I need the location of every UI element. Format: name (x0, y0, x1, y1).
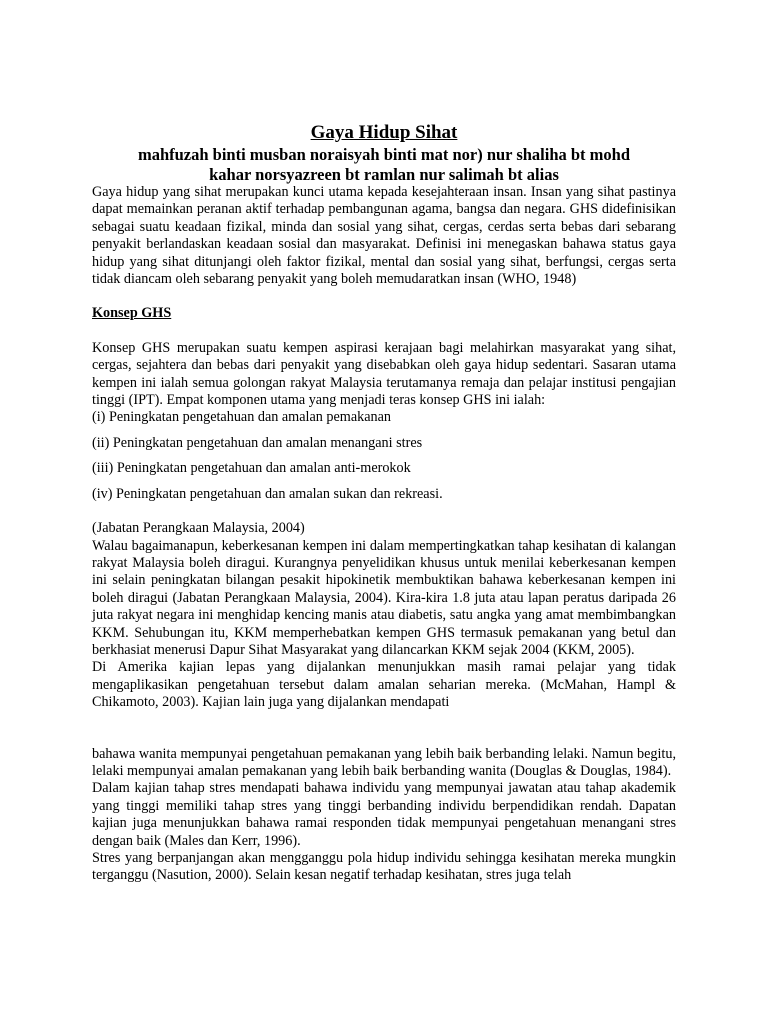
list-item: (iii) Peningkatan pengetahuan dan amalan anti-merokok (92, 460, 411, 477)
authors-line-1: mahfuzah binti musban noraisyah binti mat nor) nur shaliha bt mohd (137, 145, 631, 164)
document-page (92, 122, 676, 885)
list-item: (iv) Peningkatan pengetahuan dan amalan sukan dan rekreasi. (92, 485, 443, 502)
intro-paragraph: Gaya hidup yang sihat merupakan kunci utama kepada kesejahteraan insan. Insan yang sihat pastinya dapat memainkan peranan aktif terhadap pembangunan agama, bangsa dan negara. GHS didefinisikan sebagai suatu keadaan fizikal, minda dan sosial yang sihat, cergas, cerdas serta bebas dari sebarang penyakit berlandaskan keadaan sosial dan masyarakat. Definisi ini menegaskan bahawa status gaya hidup yang sihat ditunjangi oleh faktor fizikal, mental dan sosial yang sihat, berfungsi, cergas serta tidak diancam oleh sebarang penyakit yang boleh memudaratkan insan (WHO, 1948) (92, 184, 676, 288)
list-item: (i) Peningkatan pengetahuan dan amalan pemakanan (92, 409, 391, 426)
paragraph-walau: Walau bagaimanapun, keberkesanan kempen ini dalam mempertingkatkan tahap kesihatan di kalangan rakyat Malaysia boleh diragui. Kurangnya penyelidikan khusus untuk menilai keberkesanan kempen ini selain peningkatan bilangan pesakit hipokinetik membuktikan bahawa keberkesanan kempen ini boleh diragui (Jabatan Perangkaan Malaysia, 2004). Kira-kira 1.8 juta atau lapan peratus daripada 26 juta rakyat negara ini menghidap kencing manis atau diabetis, satu angka yang amat membimbangkan KKM. Sehubungan itu, KKM memperhebatkan kempen GHS termasuk pemakanan yang betul dan berkhasiat menerusi Dapur Sihat Masyarakat yang dilancarkan KKM sejak 2004 (KKM, 2005). (92, 537, 676, 658)
list-item: (ii) Peningkatan pengetahuan dan amalan menangani stres (92, 434, 423, 451)
paragraph-bahawa: bahawa wanita mempunyai pengetahuan pemakanan yang lebih baik berbanding lelaki. Namun begitu, lelaki mempunyai amalan pemakanan yang lebih baik berbanding wanita (Douglas & Douglas, 1984). (92, 745, 676, 779)
concept-paragraph: Konsep GHS merupakan suatu kempen aspirasi kerajaan bagi melahirkan masyarakat yang sihat, cergas, sejahtera dan bebas dari penyakit yang disebabkan oleh gaya hidup sedentari. Sasaran utama kempen ini ialah semua golongan rakyat Malaysia terutamanya remaja dan pelajar institusi pengajian tinggi (IPT). Empat komponen utama yang menjadi teras konsep GHS ini ialah: (92, 339, 676, 409)
paragraph-amerika: Di Amerika kajian lepas yang dijalankan menunjukkan masih ramai pelajar yang tidak mengaplikasikan pengetahuan tersebut dalam amalan seharian mereka. (McMahan, Hampl & Chikamoto, 2003). Kajian lain juga yang dijalankan mendapati (92, 659, 676, 711)
authors-line-2: kahar norsyazreen bt ramlan nur salimah bt alias (209, 164, 559, 184)
paragraph-stres-2: Stres yang berpanjangan akan mengganggu pola hidup individu sehingga kesihatan mereka mungkin terganggu (Nasution, 2000). Selain kesan negatif terhadap kesihatan, stres juga telah (92, 850, 676, 884)
paragraph-stres-1: Dalam kajian tahap stres mendapati bahawa individu yang mempunyai jawatan atau tahap akademik yang tinggi memiliki tahap stres yang tinggi berbanding individu berpendidikan rendah. Dapatan kajian juga menunjukkan bahawa ramai responden tidak mempunyai pengetahuan menangani stres dengan baik (Males dan Kerr, 1996). (92, 780, 676, 849)
citation-line: (Jabatan Perangkaan Malaysia, 2004) (92, 520, 305, 537)
section-heading: Konsep GHS (92, 305, 172, 322)
document-title: Gaya Hidup Sihat (310, 122, 458, 143)
